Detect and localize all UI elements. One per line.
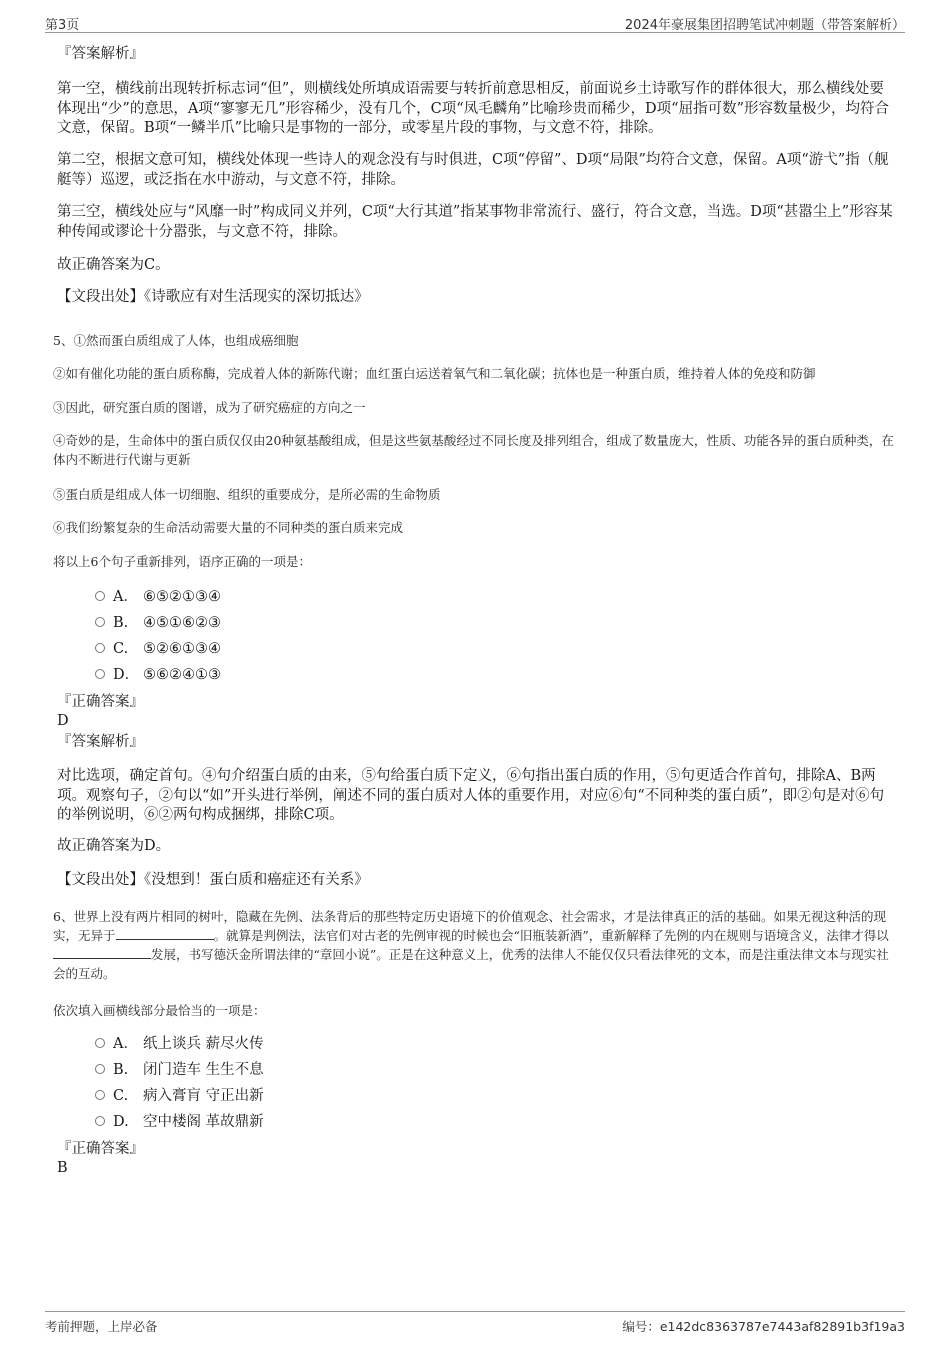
footer-slogan: 考前押题，上岸必备: [45, 1319, 158, 1334]
option-letter: C.: [113, 641, 129, 657]
q4-analysis-para-3: 第三空，横线处应与“风靡一时”构成同义并列，C项“大行其道”指某事物非常流行、盛行，符合文意，当选。D项“甚嚣尘上”形容某种传闻或谬论十分嚣张，与文意不符，排除。: [57, 204, 893, 240]
q6-option-b[interactable]: [95, 1060, 264, 1080]
radio-icon[interactable]: [95, 669, 105, 679]
fill-blank-2: [53, 946, 151, 959]
page-header: [45, 10, 905, 33]
q5-option-c[interactable]: [95, 639, 221, 659]
radio-icon[interactable]: [95, 1038, 105, 1048]
q5-line-3: ③因此，研究蛋白质的图谱，成为了研究癌症的方向之一: [53, 400, 366, 415]
q5-correct-label: 『正确答案』: [57, 694, 144, 710]
q5-prompt: 将以上6个句子重新排列，语序正确的一项是：: [53, 554, 311, 569]
option-letter: B.: [113, 1062, 129, 1078]
q4-analysis-label: 『答案解析』: [57, 46, 144, 62]
option-text: 病入膏肓 守正出新: [143, 1088, 264, 1104]
page-footer: [45, 1311, 905, 1336]
radio-icon[interactable]: [95, 591, 105, 601]
q6-stem: [53, 907, 898, 983]
option-letter: A．: [113, 589, 138, 605]
q5-source: 【文段出处】《没想到！蛋白质和癌症还有关系》: [57, 872, 369, 888]
q6-correct-label: 『正确答案』: [57, 1141, 144, 1157]
radio-icon[interactable]: [95, 617, 105, 627]
option-letter: C.: [113, 1088, 129, 1104]
option-letter: D．: [113, 667, 140, 683]
q6-option-d[interactable]: [95, 1112, 264, 1132]
q6-option-a[interactable]: [95, 1034, 264, 1054]
q5-conclusion: 故正确答案为D。: [57, 838, 171, 854]
radio-icon[interactable]: [95, 1064, 105, 1074]
option-text: 空中楼阁 革故鼎新: [143, 1114, 264, 1130]
radio-icon[interactable]: [95, 1090, 105, 1100]
q6-option-c[interactable]: [95, 1086, 264, 1106]
q6-stem-part-1: 6、世界上没有两片相同的树叶，隐藏在先例、法条背后的那些特定历史语境下的价值观念、社会需求，才是法律真正的活的基础。如果无视这种活的现实，无异于: [53, 909, 886, 943]
q5-analysis-para: 对比选项，确定首句。④句介绍蛋白质的由来，⑤句给蛋白质下定义，⑥句指出蛋白质的作用，⑤句更适合作首句，排除A、B两项。观察句子，②句以“如”开头进行举例，阐述不同的蛋白质对人体的重要作用，对应⑥句“不同种类的蛋白质”，即②句是对⑥句的举例说明，⑥②两句构成捆绑，排除C项。: [57, 768, 885, 823]
q4-conclusion: 故正确答案为C。: [57, 257, 170, 273]
option-text: ④⑤①⑥②③: [143, 615, 221, 631]
radio-icon[interactable]: [95, 643, 105, 653]
q5-line-2: ②如有催化功能的蛋白质称酶，完成着人体的新陈代谢；血红蛋白运送着氧气和二氧化碳；抗体也是一种蛋白质，维持着人体的免疫和防御: [53, 366, 816, 381]
option-letter: A．: [113, 1036, 138, 1052]
q4-analysis-para-2: 第二空，根据文意可知，横线处体现一些诗人的观念没有与时俱进，C项“停留”、D项“局限”均符合文意，保留。A项“游弋”指（舰艇等）巡逻，或泛指在水中游动，与文意不符，排除。: [57, 152, 889, 188]
q5-option-b[interactable]: [95, 613, 221, 633]
page-number: 第3页: [45, 18, 80, 33]
q5-line-6: ⑥我们纷繁复杂的生命活动需要大量的不同种类的蛋白质来完成: [53, 520, 404, 535]
q5-option-a[interactable]: [95, 587, 221, 607]
radio-icon[interactable]: [95, 1116, 105, 1126]
option-text: ⑤⑥②④①③: [143, 667, 221, 683]
option-letter: B.: [113, 615, 129, 631]
fill-blank-1: [116, 927, 214, 940]
q5-answer: D: [57, 713, 69, 729]
q6-prompt: 依次填入画横线部分最恰当的一项是：: [53, 1003, 266, 1018]
q4-analysis-para-1: 第一空，横线前出现转折标志词“但”，则横线处所填成语需要与转折前意思相反，前面说乡土诗歌写作的群体很大，那么横线处要体现出“少”的意思，A项“寥寥无几”形容稀少，没有几个，C项“凤毛麟角”比喻珍贵而稀少，D项“屈指可数”形容数量极少，均符合文意，保留。B项“一鳞半爪”比喻只是事物的一部分，或零星片段的事物，与文意不符，排除。: [57, 81, 889, 136]
document-id: 编号：e142dc8363787e7443af82891b3f19a3: [622, 1319, 905, 1334]
q5-line-1: 5、①然而蛋白质组成了人体，也组成癌细胞: [53, 333, 299, 348]
q6-answer: B: [57, 1160, 68, 1176]
option-text: 纸上谈兵 薪尽火传: [143, 1036, 264, 1052]
option-text: ⑤②⑥①③④: [143, 641, 221, 657]
document-title: 2024年豪展集团招聘笔试冲刺题（带答案解析）: [624, 18, 905, 33]
q4-source: 【文段出处】《诗歌应有对生活现实的深切抵达》: [57, 289, 369, 305]
q6-stem-part-2: 。就算是判例法，法官们对古老的先例审视的时候也会“旧瓶装新酒”，重新解释了先例的内在规则与语境含义，法律才得以: [213, 928, 889, 943]
option-text: 闭门造车 生生不息: [143, 1062, 264, 1078]
q5-line-5: ⑤蛋白质是组成人体一切细胞、组织的重要成分，是所必需的生命物质: [53, 487, 441, 502]
q5-option-d[interactable]: [95, 665, 221, 685]
option-text: ⑥⑤②①③④: [143, 589, 221, 605]
q6-stem-part-3: 发展，书写德沃金所谓法律的“章回小说”。正是在这种意义上，优秀的法律人不能仅仅只看法律死的文本，而是注重法律文本与现实社会的互动。: [53, 947, 889, 981]
q5-line-4: ④奇妙的是，生命体中的蛋白质仅仅由20种氨基酸组成，但是这些氨基酸经过不同长度及排列组合，组成了数量庞大，性质、功能各异的蛋白质种类，在体内不断进行代谢与更新: [53, 433, 894, 467]
option-letter: D.: [113, 1114, 129, 1130]
q5-analysis-label: 『答案解析』: [57, 734, 144, 750]
